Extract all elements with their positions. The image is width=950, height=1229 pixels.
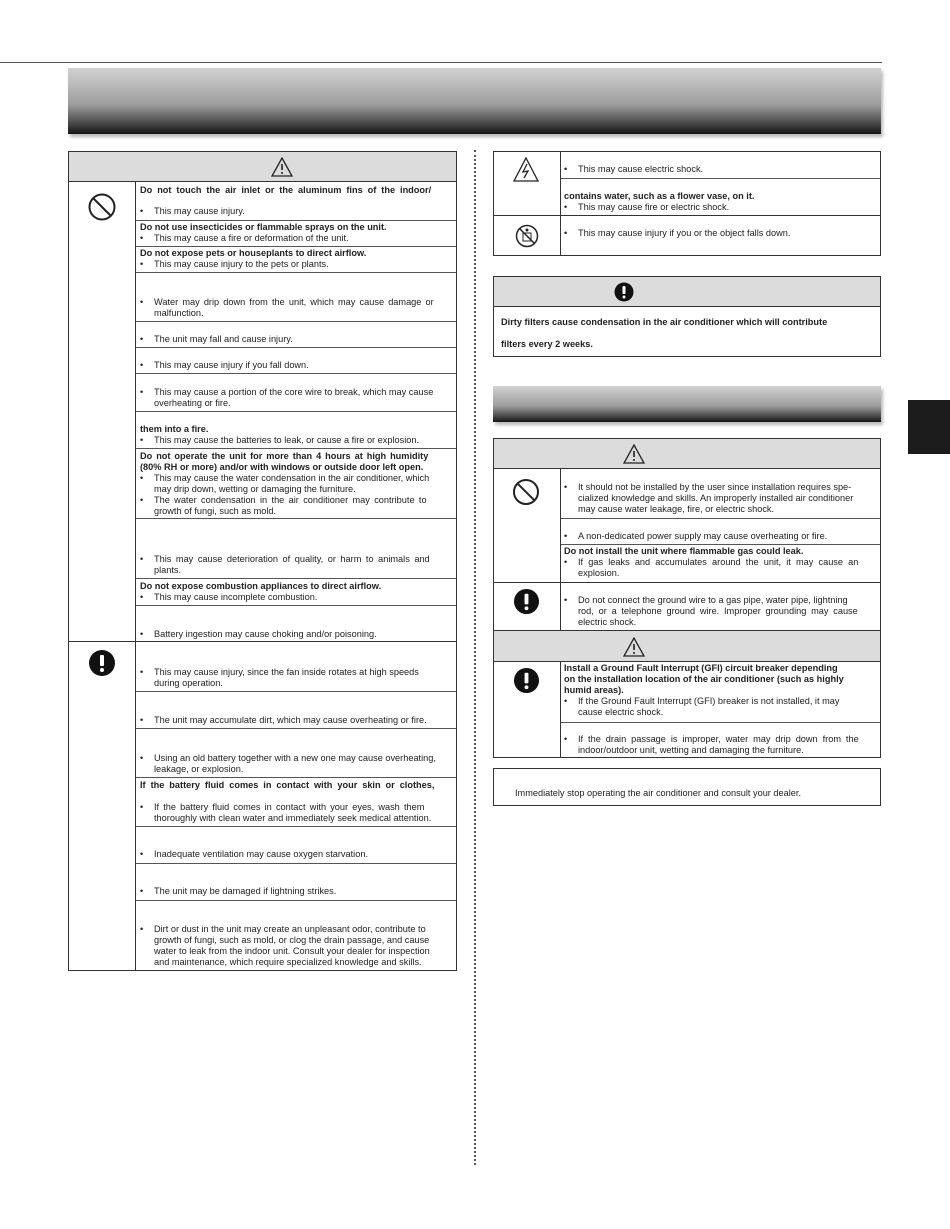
- row-heading: them into a fire.: [140, 424, 209, 434]
- bullet-continuation: may drip down, wetting or damaging the furniture.: [154, 484, 356, 494]
- bullet-continuation: malfunction.: [154, 308, 204, 318]
- column-divider: [474, 150, 476, 1165]
- bullet-continuation: electric shock.: [578, 617, 637, 627]
- mandatory-action-icon: [513, 667, 540, 694]
- row-heading: Do not operate the unit for more than 4 hours at high humidity: [140, 451, 429, 461]
- note-box: [493, 768, 881, 806]
- bullet-continuation: explosion.: [578, 568, 620, 578]
- bullet-continuation: cialized knowledge and skills. An improperly installed air conditioner: [578, 493, 854, 503]
- install-caution-header: [493, 630, 881, 662]
- bullet-continuation: during operation.: [154, 678, 223, 688]
- notice-header: [493, 276, 881, 307]
- bullet-continuation: cause electric shock.: [578, 707, 664, 717]
- prohibition-icon: [512, 478, 540, 506]
- warning-triangle-icon: [271, 157, 293, 177]
- row-heading: Install a Ground Fault Interrupt (GFI) circuit breaker depending: [564, 663, 838, 673]
- bullet-continuation: plants.: [154, 565, 182, 575]
- row-heading: Do not install the unit where flammable gas could leak.: [564, 546, 804, 556]
- electric-shock-icon: [513, 157, 539, 182]
- bullet-continuation: indoor/outdoor unit, wetting and damaging the furniture.: [578, 745, 804, 755]
- row-heading: Do not expose pets or houseplants to direct airflow.: [140, 248, 367, 258]
- row-heading: Do not touch the air inlet or the aluminum fins of the indoor/: [140, 185, 432, 195]
- caution-triangle-icon: [623, 637, 645, 657]
- install-warning-header: [493, 438, 881, 469]
- section-banner-install: [493, 386, 881, 422]
- bullet-continuation: growth of fungi, such as mold, or clog the drain passage, and cause: [154, 935, 430, 945]
- notice-text: Dirty filters cause condensation in the air conditioner which will contribute: [501, 317, 828, 327]
- bullet-continuation: and maintenance, which require specialized knowledge and skills.: [154, 957, 422, 967]
- bullet-continuation: may cause water leakage, fire, or electric shock.: [578, 504, 775, 514]
- bullet-continuation: overheating or fire.: [154, 398, 231, 408]
- row-heading: humid areas).: [564, 685, 624, 695]
- warning-triangle-icon: [623, 444, 645, 464]
- row-heading: contains water, such as a flower vase, on it.: [564, 191, 755, 201]
- bullet-continuation: water to leak from the indoor unit. Consult your dealer for inspection: [154, 946, 430, 956]
- warning-header: [68, 151, 457, 182]
- bullet-continuation: growth of fungi, such as mold.: [154, 506, 277, 516]
- mandatory-action-icon: [513, 588, 540, 615]
- mandatory-action-icon: [88, 649, 116, 677]
- bullet-continuation: leakage, or explosion.: [154, 764, 244, 774]
- bullet-continuation: thoroughly with clean water and immediately seek medical attention.: [154, 813, 432, 823]
- row-heading: If the battery fluid comes in contact with your skin or clothes,: [140, 780, 435, 790]
- bullet-continuation: rod, or a telephone ground wire. Improper grounding may cause: [578, 606, 858, 616]
- top-rule: [0, 62, 882, 63]
- note-text: Immediately stop operating the air conditioner and consult your dealer.: [515, 788, 802, 798]
- chapter-tab: [908, 400, 950, 454]
- row-heading: on the installation location of the air conditioner (such as highly: [564, 674, 844, 684]
- section-banner-top: [68, 68, 881, 134]
- mandatory-action-icon: [614, 282, 634, 302]
- row-heading: (80% RH or more) and/or with windows or outside door left open.: [140, 462, 424, 472]
- notice-text: filters every 2 weeks.: [501, 339, 593, 349]
- no-climbing-icon: [515, 224, 539, 248]
- prohibition-icon: [87, 192, 117, 222]
- row-heading: Do not expose combustion appliances to direct airflow.: [140, 581, 382, 591]
- row-heading: Do not use insecticides or flammable sprays on the unit.: [140, 222, 387, 232]
